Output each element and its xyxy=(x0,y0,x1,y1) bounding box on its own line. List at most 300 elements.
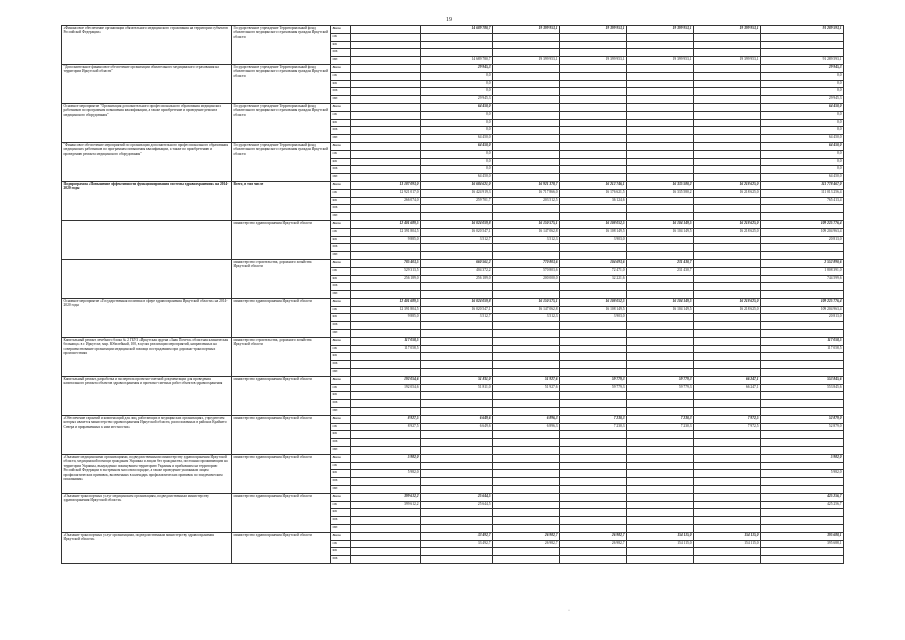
amount-cell: 66 247,1 xyxy=(694,376,761,384)
amount-cell xyxy=(627,96,694,104)
amount-cell xyxy=(493,150,560,158)
amount-cell: 0,0 xyxy=(421,119,493,127)
total-amount-cell: 425 256,7 xyxy=(761,501,844,509)
funding-source-cell: Всего xyxy=(331,259,351,267)
funding-source-cell: ФБ xyxy=(331,158,351,166)
amount-cell xyxy=(560,213,627,221)
amount-cell xyxy=(351,369,421,377)
funding-source-cell: ФБ xyxy=(331,548,351,556)
amount-cell xyxy=(560,64,627,72)
funding-source-cell: МБ xyxy=(331,322,351,330)
amount-cell xyxy=(493,361,560,369)
total-amount-cell xyxy=(761,283,844,291)
amount-cell xyxy=(560,72,627,80)
funding-source-cell: Всего xyxy=(331,298,351,306)
total-amount-cell xyxy=(761,322,844,330)
amount-cell: 154 115,0 xyxy=(627,532,694,540)
table-row xyxy=(62,103,844,111)
total-amount-cell xyxy=(761,353,844,361)
amount-cell xyxy=(351,26,421,34)
executor-cell: министерство строительства, дорожного хозяйства Иркутской области xyxy=(232,337,331,376)
amount-cell: 16 108 052,5 xyxy=(560,298,627,306)
amount-cell xyxy=(627,72,694,80)
amount-cell: 16 424 919,3 xyxy=(421,189,493,197)
amount-cell xyxy=(627,548,694,556)
amount-cell: 59 779,3 xyxy=(627,384,694,392)
amount-cell xyxy=(560,470,627,478)
amount-cell: 25 644,5 xyxy=(421,501,493,509)
amount-cell xyxy=(560,127,627,135)
amount-cell: 16 335 580,2 xyxy=(627,181,694,189)
amount-cell xyxy=(560,41,627,49)
amount-cell xyxy=(351,486,421,494)
executor-cell: министерство здравоохранения Иркутской области xyxy=(232,415,331,454)
amount-cell xyxy=(493,556,560,564)
funding-source-cell: ФБ xyxy=(331,80,351,88)
amount-cell: 660 561,2 xyxy=(421,259,493,267)
program-name-cell xyxy=(62,259,232,298)
amount-cell: 0,0 xyxy=(421,127,493,135)
table-row xyxy=(62,142,844,150)
amount-cell: 231 430,7 xyxy=(627,267,694,275)
amount-cell: 16 218 625,0 xyxy=(694,181,761,189)
table-row xyxy=(62,415,844,423)
amount-cell xyxy=(421,330,493,338)
table-row xyxy=(62,337,844,345)
amount-cell xyxy=(627,509,694,517)
amount-cell xyxy=(351,462,421,470)
total-amount-cell: 29 945,3 xyxy=(761,64,844,72)
amount-cell xyxy=(627,142,694,150)
amount-cell xyxy=(694,392,761,400)
amount-cell: 16 218 625,0 xyxy=(694,306,761,314)
total-amount-cell xyxy=(761,392,844,400)
funding-source-cell: МБ xyxy=(331,88,351,96)
amount-cell xyxy=(627,400,694,408)
funding-source-cell: ОБ xyxy=(331,423,351,431)
funding-source-cell: ФБ xyxy=(331,509,351,517)
amount-cell: 25 644,5 xyxy=(421,493,493,501)
amount-cell xyxy=(560,119,627,127)
amount-cell xyxy=(694,283,761,291)
amount-cell xyxy=(351,439,421,447)
total-amount-cell: 117 058,5 xyxy=(761,345,844,353)
total-amount-cell: 91 289 593,1 xyxy=(761,57,844,65)
amount-cell xyxy=(627,166,694,174)
amount-cell: 29 945,3 xyxy=(421,96,493,104)
total-amount-cell: 109 225 776,4 xyxy=(761,298,844,306)
amount-cell xyxy=(694,72,761,80)
amount-cell: 59 779,3 xyxy=(560,376,627,384)
amount-cell: 51 811,0 xyxy=(421,384,493,392)
total-amount-cell xyxy=(761,509,844,517)
amount-cell xyxy=(560,252,627,260)
amount-cell: 36 124,6 xyxy=(560,197,627,205)
total-amount-cell: 111 778 467,0 xyxy=(761,181,844,189)
amount-cell xyxy=(560,525,627,533)
amount-cell: 266 074,0 xyxy=(351,197,421,205)
funding-source-cell: МБ xyxy=(331,166,351,174)
amount-cell xyxy=(694,275,761,283)
amount-cell: 16 150 575,1 xyxy=(493,220,560,228)
amount-cell xyxy=(560,150,627,158)
amount-cell xyxy=(351,392,421,400)
amount-cell xyxy=(493,330,560,338)
funding-source-cell: МБ xyxy=(331,478,351,486)
amount-cell: 19 399 953,1 xyxy=(627,26,694,34)
amount-cell xyxy=(421,400,493,408)
amount-cell xyxy=(694,400,761,408)
amount-cell xyxy=(694,213,761,221)
program-name-cell: "Финансовое обеспечение мероприятий по организации дополнительного профессионального образования медицинских работников по программам повышения квалификации, а также по приобретению и проведению ремонта медицинского оборудования" xyxy=(62,142,232,181)
amount-cell: 0,0 xyxy=(421,72,493,80)
amount-cell xyxy=(694,345,761,353)
amount-cell xyxy=(421,291,493,299)
amount-cell: 117 058,5 xyxy=(351,345,421,353)
funding-source-cell: ФБ xyxy=(331,392,351,400)
amount-cell xyxy=(560,142,627,150)
amount-cell xyxy=(560,462,627,470)
amount-cell xyxy=(560,431,627,439)
amount-cell xyxy=(694,493,761,501)
amount-cell xyxy=(351,556,421,564)
amount-cell xyxy=(627,345,694,353)
amount-cell: 51 811,0 xyxy=(421,376,493,384)
amount-cell: 154 115,0 xyxy=(694,540,761,548)
amount-cell xyxy=(627,64,694,72)
funding-source-cell: ОБ xyxy=(331,501,351,509)
amount-cell xyxy=(421,252,493,260)
amount-cell xyxy=(560,369,627,377)
funding-source-cell: ФБ xyxy=(331,431,351,439)
amount-cell xyxy=(351,252,421,260)
total-amount-cell: 0,0 xyxy=(761,127,844,135)
program-name-cell: Капитальный ремонт лечебного блока № 2 ГБУЗ «Иркутская ордена «Знак Почета» областная клиническая больница» в г. Иркутске, мкр. Юбилейный, 100, в целях реализации мероприятий, направленных на совершенствование организации медицинской помощи пострадавшим при дорожно-транспортных происшествиях xyxy=(62,337,232,376)
amount-cell: 529 313,5 xyxy=(351,267,421,275)
amount-cell: 192 054,6 xyxy=(351,384,421,392)
amount-cell: 12 391 804,5 xyxy=(351,228,421,236)
amount-cell: 16 212 746,1 xyxy=(560,181,627,189)
amount-cell xyxy=(627,462,694,470)
total-amount-cell: 0,0 xyxy=(761,119,844,127)
amount-cell xyxy=(421,525,493,533)
amount-cell xyxy=(351,150,421,158)
amount-cell xyxy=(493,158,560,166)
amount-cell xyxy=(627,283,694,291)
amount-cell xyxy=(493,509,560,517)
amount-cell: 51 927,6 xyxy=(493,376,560,384)
funding-source-cell: ОБ xyxy=(331,540,351,548)
amount-cell xyxy=(627,80,694,88)
amount-cell xyxy=(493,88,560,96)
funding-source-cell: ИИ xyxy=(331,408,351,416)
amount-cell: 104 693,6 xyxy=(560,259,627,267)
amount-cell xyxy=(694,447,761,455)
amount-cell xyxy=(627,158,694,166)
funding-source-cell: ОБ xyxy=(331,228,351,236)
amount-cell: 7 230,3 xyxy=(627,423,694,431)
amount-cell xyxy=(493,33,560,41)
amount-cell: 9 885,0 xyxy=(351,236,421,244)
amount-cell xyxy=(694,127,761,135)
funding-source-cell: Всего xyxy=(331,454,351,462)
funding-source-cell: МБ xyxy=(331,127,351,135)
amount-cell xyxy=(493,127,560,135)
amount-cell: 12 391 804,5 xyxy=(351,306,421,314)
funding-source-cell: Всего xyxy=(331,493,351,501)
amount-cell xyxy=(694,197,761,205)
total-amount-cell: 64 450,0 xyxy=(761,142,844,150)
amount-cell: 66 247,1 xyxy=(694,384,761,392)
amount-cell xyxy=(694,470,761,478)
amount-cell: 16 335 580,2 xyxy=(627,189,694,197)
amount-cell xyxy=(351,119,421,127)
amount-cell: 16 176 621,5 xyxy=(560,189,627,197)
amount-cell xyxy=(421,369,493,377)
amount-cell xyxy=(351,96,421,104)
amount-cell xyxy=(694,49,761,57)
amount-cell xyxy=(694,205,761,213)
total-amount-cell xyxy=(761,205,844,213)
funding-source-cell: ОБ xyxy=(331,150,351,158)
amount-cell xyxy=(560,205,627,213)
amount-cell xyxy=(560,33,627,41)
amount-cell xyxy=(694,166,761,174)
table-row xyxy=(62,454,844,462)
amount-cell: 12 401 689,5 xyxy=(351,220,421,228)
funding-source-cell: ИИ xyxy=(331,135,351,143)
funding-source-cell: ФБ xyxy=(331,236,351,244)
funding-source-cell: МБ xyxy=(331,283,351,291)
amount-cell xyxy=(493,548,560,556)
program-name-cell: Основное мероприятие "Организация дополнительного профессионального образования медицинских работников по программам повышения квалификации, а также приобретение и проведение ремонта медицинского оборудования" xyxy=(62,103,232,142)
total-amount-cell: 425 256,7 xyxy=(761,493,844,501)
amount-cell xyxy=(694,517,761,525)
amount-cell xyxy=(421,392,493,400)
total-amount-cell: 20 813,0 xyxy=(761,314,844,322)
amount-cell: 13 187 093,0 xyxy=(351,181,421,189)
amount-cell xyxy=(560,517,627,525)
amount-cell xyxy=(493,447,560,455)
total-amount-cell xyxy=(761,462,844,470)
funding-source-cell: ИИ xyxy=(331,525,351,533)
funding-source-cell: ФБ xyxy=(331,314,351,322)
total-amount-cell xyxy=(761,556,844,564)
amount-cell: 64 450,0 xyxy=(421,142,493,150)
amount-cell xyxy=(694,88,761,96)
amount-cell xyxy=(627,330,694,338)
total-amount-cell xyxy=(761,548,844,556)
amount-cell: 231 430,7 xyxy=(627,259,694,267)
total-amount-cell xyxy=(761,330,844,338)
executor-cell: министерство здравоохранения Иркутской области xyxy=(232,298,331,337)
amount-cell: 72 471,0 xyxy=(560,267,627,275)
amount-cell xyxy=(351,517,421,525)
amount-cell: 7 230,3 xyxy=(560,415,627,423)
funding-source-cell: ИИ xyxy=(331,213,351,221)
amount-cell xyxy=(493,470,560,478)
amount-cell: 3 903,0 xyxy=(560,236,627,244)
total-amount-cell: 0,0 xyxy=(761,72,844,80)
amount-cell: 0,0 xyxy=(421,166,493,174)
amount-cell xyxy=(351,400,421,408)
funding-source-cell: ФБ xyxy=(331,119,351,127)
funding-source-cell: Всего xyxy=(331,415,351,423)
amount-cell xyxy=(351,361,421,369)
amount-cell: 16 024 059,8 xyxy=(421,220,493,228)
table-row xyxy=(62,181,844,189)
amount-cell xyxy=(560,337,627,345)
amount-cell: 12 921 017,0 xyxy=(351,189,421,197)
amount-cell xyxy=(493,493,560,501)
amount-cell xyxy=(627,517,694,525)
table-row xyxy=(62,532,844,540)
amount-cell xyxy=(627,41,694,49)
amount-cell xyxy=(421,322,493,330)
amount-cell: 16 108 052,5 xyxy=(560,220,627,228)
amount-cell: 51 927,6 xyxy=(493,384,560,392)
amount-cell: 33 492,7 xyxy=(421,540,493,548)
amount-cell xyxy=(560,135,627,143)
amount-cell xyxy=(493,400,560,408)
amount-cell xyxy=(421,244,493,252)
amount-cell xyxy=(627,127,694,135)
amount-cell xyxy=(493,64,560,72)
amount-cell xyxy=(694,525,761,533)
amount-cell xyxy=(694,369,761,377)
amount-cell xyxy=(351,532,421,540)
amount-cell xyxy=(627,431,694,439)
funding-source-cell: ИИ xyxy=(331,252,351,260)
amount-cell xyxy=(560,49,627,57)
footer-mark: · xyxy=(568,608,570,614)
amount-cell xyxy=(351,41,421,49)
amount-cell xyxy=(421,337,493,345)
amount-cell xyxy=(421,361,493,369)
amount-cell xyxy=(627,174,694,182)
amount-cell xyxy=(560,283,627,291)
budget-table xyxy=(61,25,844,564)
amount-cell xyxy=(493,41,560,49)
funding-source-cell: МБ xyxy=(331,49,351,57)
budget-table-body xyxy=(62,26,844,564)
total-amount-cell: 0,0 xyxy=(761,150,844,158)
amount-cell: 33 492,7 xyxy=(421,532,493,540)
amount-cell xyxy=(627,447,694,455)
amount-cell xyxy=(694,259,761,267)
amount-cell xyxy=(493,291,560,299)
total-amount-cell: 2 552 890,6 xyxy=(761,259,844,267)
funding-source-cell: ОБ xyxy=(331,189,351,197)
total-amount-cell xyxy=(761,291,844,299)
amount-cell: 19 399 953,1 xyxy=(694,26,761,34)
amount-cell: 399 612,2 xyxy=(351,501,421,509)
amount-cell xyxy=(421,408,493,416)
amount-cell: 16 020 547,1 xyxy=(421,228,493,236)
amount-cell xyxy=(694,322,761,330)
amount-cell xyxy=(421,41,493,49)
amount-cell: 5 982,0 xyxy=(351,454,421,462)
funding-source-cell: МБ xyxy=(331,517,351,525)
amount-cell: 16 104 149,5 xyxy=(627,220,694,228)
amount-cell xyxy=(493,486,560,494)
amount-cell xyxy=(560,408,627,416)
amount-cell xyxy=(351,80,421,88)
amount-cell xyxy=(627,392,694,400)
amount-cell xyxy=(493,49,560,57)
amount-cell: 59 779,3 xyxy=(560,384,627,392)
amount-cell: 12 401 689,5 xyxy=(351,298,421,306)
amount-cell xyxy=(421,213,493,221)
amount-cell xyxy=(627,103,694,111)
funding-source-cell: ОБ xyxy=(331,306,351,314)
funding-source-cell: ОБ xyxy=(331,462,351,470)
amount-cell: 0,0 xyxy=(421,111,493,119)
amount-cell xyxy=(351,205,421,213)
funding-source-cell: ИИ xyxy=(331,330,351,338)
amount-cell: 3 903,0 xyxy=(560,314,627,322)
amount-cell: 8 927,5 xyxy=(351,415,421,423)
amount-cell xyxy=(560,322,627,330)
total-amount-cell xyxy=(761,213,844,221)
amount-cell xyxy=(694,337,761,345)
amount-cell xyxy=(493,283,560,291)
amount-cell: 0,0 xyxy=(421,88,493,96)
amount-cell: 200 000,0 xyxy=(493,275,560,283)
total-amount-cell: 52 879,0 xyxy=(761,415,844,423)
total-amount-cell xyxy=(761,517,844,525)
amount-cell xyxy=(493,517,560,525)
total-amount-cell: 553 845,6 xyxy=(761,376,844,384)
amount-cell: 3 512,3 xyxy=(493,314,560,322)
amount-cell xyxy=(694,64,761,72)
amount-cell: 16 147 062,8 xyxy=(493,228,560,236)
amount-cell xyxy=(351,353,421,361)
total-amount-cell xyxy=(761,525,844,533)
amount-cell xyxy=(493,96,560,104)
amount-cell xyxy=(560,330,627,338)
amount-cell xyxy=(351,244,421,252)
amount-cell xyxy=(421,283,493,291)
funding-source-cell: МБ xyxy=(331,556,351,564)
funding-source-cell: МБ xyxy=(331,361,351,369)
amount-cell xyxy=(351,408,421,416)
executor-cell: министерство строительства, дорожного хозяйства Иркутской области xyxy=(232,259,331,298)
amount-cell xyxy=(351,213,421,221)
amount-cell xyxy=(351,509,421,517)
total-amount-cell xyxy=(761,478,844,486)
funding-source-cell: ФБ xyxy=(331,470,351,478)
amount-cell xyxy=(493,353,560,361)
amount-cell xyxy=(627,252,694,260)
amount-cell xyxy=(627,236,694,244)
total-amount-cell xyxy=(761,33,844,41)
amount-cell xyxy=(694,33,761,41)
total-amount-cell: 64 450,0 xyxy=(761,103,844,111)
amount-cell xyxy=(694,267,761,275)
amount-cell xyxy=(627,197,694,205)
total-amount-cell xyxy=(761,244,844,252)
funding-source-cell: МБ xyxy=(331,439,351,447)
amount-cell xyxy=(694,236,761,244)
amount-cell xyxy=(421,478,493,486)
amount-cell: 256 189,0 xyxy=(421,275,493,283)
funding-source-cell: ИИ xyxy=(331,447,351,455)
program-name-cell: «Финансовое обеспечение организации обязательного медицинского страхования на территории субъектов Российской Федерации» xyxy=(62,26,232,65)
total-amount-cell: 1 808 391,0 xyxy=(761,267,844,275)
amount-cell: 16 218 625,0 xyxy=(694,298,761,306)
amount-cell xyxy=(627,49,694,57)
